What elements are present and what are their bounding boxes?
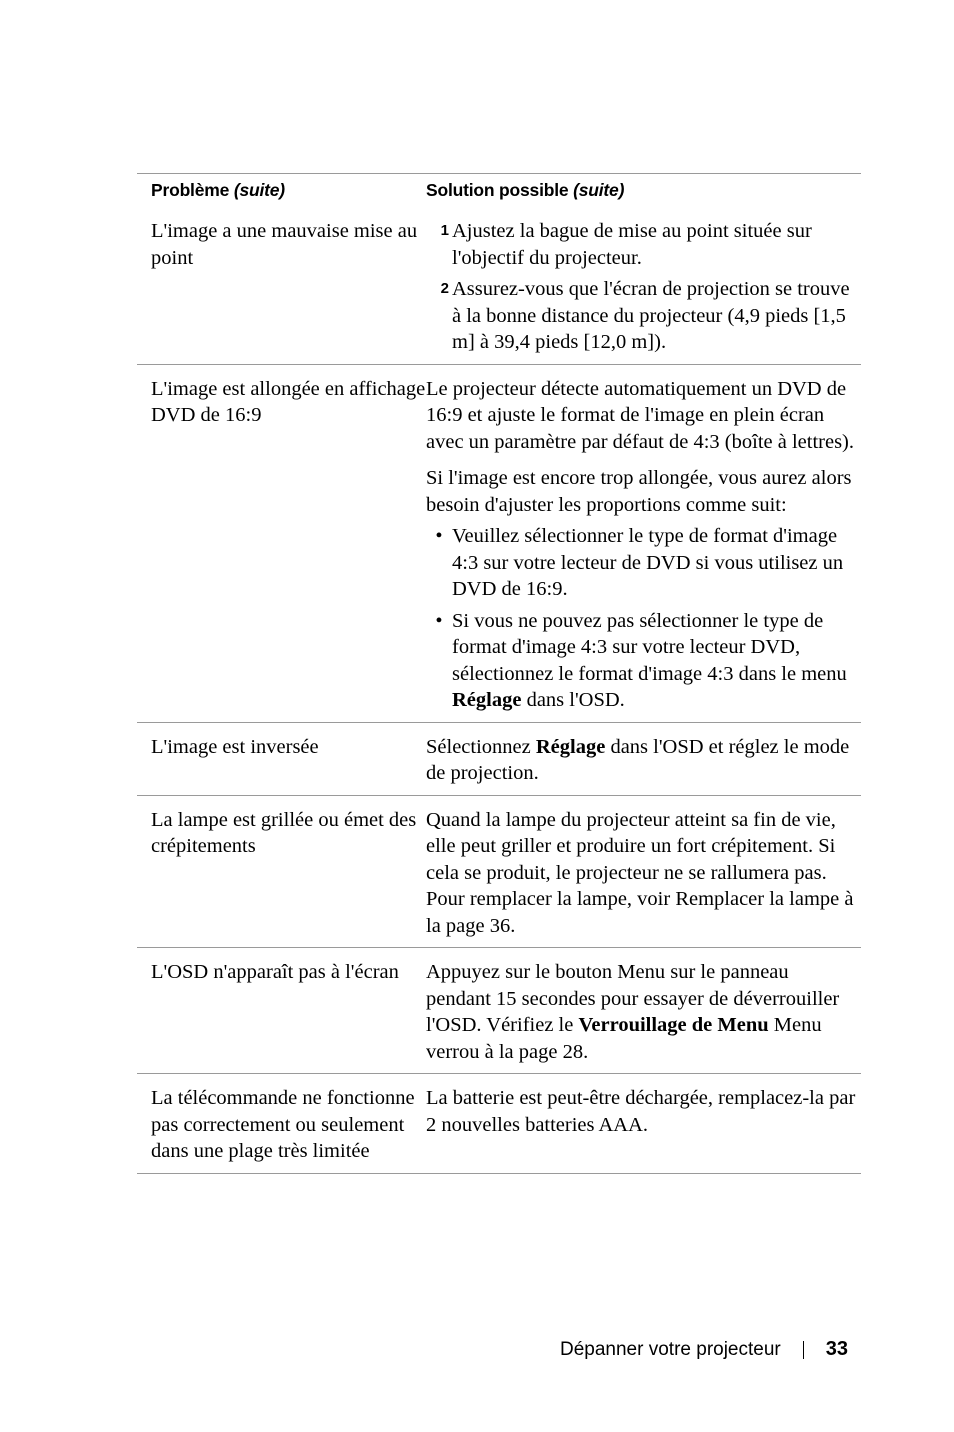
table-row — [137, 365, 861, 723]
solution-paragraph: Le projecteur détecte automatiquement un DVD de 16:9 et ajuste le format de l'image en plein écran avec un paramètre par défaut de 4:3 (boîte à lettres). — [426, 377, 855, 453]
header-solution: Solution possible (suite) — [426, 180, 625, 200]
header-problem: Problème (suite) — [151, 180, 285, 200]
list-item — [426, 218, 857, 271]
footer-divider — [803, 1341, 804, 1359]
problem-cell: L'image est allongée en affichage DVD de 16:9 — [151, 377, 426, 426]
table-row — [137, 207, 861, 365]
list-item — [426, 608, 857, 714]
problem-cell: L'image est inversée — [151, 735, 319, 758]
footer-section-title: Dépanner votre projecteur — [560, 1338, 781, 1360]
problem-cell: L'OSD n'apparaît pas à l'écran — [151, 961, 399, 983]
table-row — [137, 1074, 861, 1174]
step-number: 2 — [440, 280, 449, 297]
step-text: Ajustez la bague de mise au point située sur l'objectif du projecteur. — [452, 220, 812, 269]
table-row — [137, 723, 861, 796]
problem-cell: L'image a une mauvaise mise au point — [151, 220, 418, 269]
table-row — [137, 796, 861, 949]
problem-cell: La lampe est grillée ou émet des crépitements — [151, 808, 417, 857]
solution-cell: La batterie est peut-être déchargée, remplacez-la par 2 nouvelles batteries AAA. — [426, 1087, 856, 1136]
list-item — [426, 276, 857, 356]
solution-cell: Sélectionnez Réglage dans l'OSD et réglez le mode de projection. — [426, 735, 850, 784]
table-header — [137, 174, 861, 207]
problem-cell: La télécommande ne fonctionne pas correctement ou seulement dans une plage très limitée — [151, 1087, 415, 1162]
bullet-text: Veuillez sélectionner le type de format d'image 4:3 sur votre lecteur de DVD si vous utilisez un DVD de 16:9. — [452, 525, 844, 600]
page-footer — [560, 1338, 848, 1361]
bullet-icon: • — [435, 609, 443, 632]
list-item — [426, 523, 857, 603]
step-text: Assurez-vous que l'écran de projection se trouve à la bonne distance du projecteur (4,9 pieds [1,5 m] à 39,4 pieds [12,0 m]). — [452, 278, 850, 353]
step-number: 1 — [440, 222, 449, 239]
solution-cell: Appuyez sur le bouton Menu sur le panneau pendant 15 secondes pour essayer de déverrouiller l'OSD. Vérifiez le Verrouillage de Menu Menu verrou à la page 28. — [426, 961, 840, 1063]
page-number: 33 — [825, 1338, 848, 1360]
table-row — [137, 948, 861, 1074]
solution-cell: Quand la lampe du projecteur atteint sa fin de vie, elle peut griller et produire un fort crépitement. Si cela se produit, le projecteur ne se rallumera pas. Pour remplacer la lampe, voir Remplacer la lampe à la page 36. — [426, 808, 854, 937]
solution-paragraph: Si l'image est encore trop allongée, vous aurez alors besoin d'ajuster les proportions comme suit: — [426, 467, 852, 516]
bullet-list — [426, 523, 857, 714]
troubleshooting-table — [137, 173, 861, 1174]
bullet-icon: • — [435, 525, 443, 547]
solution-cell — [426, 207, 861, 364]
bullet-text: Si vous ne pouvez pas sélectionner le type de format d'image 4:3 sur votre lecteur DVD, sélectionnez le format d'image 4:3 dans le menu Réglage dans l'OSD. — [452, 609, 847, 711]
solution-cell — [426, 365, 861, 722]
